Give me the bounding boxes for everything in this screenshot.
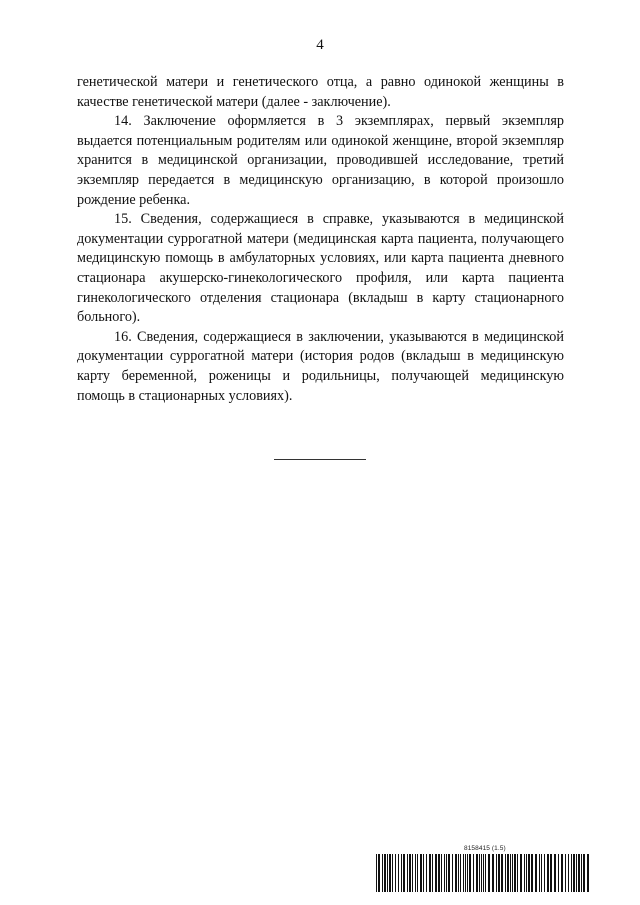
barcode-bar [541, 854, 542, 892]
barcode-bar [496, 854, 497, 892]
barcode-bar [435, 854, 437, 892]
document-barcode [376, 845, 590, 893]
barcode-bar [583, 854, 585, 892]
barcode-bar [378, 854, 380, 892]
barcode-bar [392, 854, 393, 892]
barcode-bar [520, 854, 522, 892]
barcode-icon [376, 854, 590, 892]
barcode-bar [412, 854, 413, 892]
barcode-bar [501, 854, 503, 892]
page-number: 4 [316, 37, 324, 53]
barcode-bar [507, 854, 509, 892]
barcode-bar [409, 854, 411, 892]
document-body [77, 73, 564, 406]
barcode-bar [387, 854, 388, 892]
barcode-bar [581, 854, 582, 892]
barcode-bar [571, 854, 572, 892]
barcode-bar [576, 854, 577, 892]
barcode-bar [528, 854, 530, 892]
barcode-bar [463, 854, 464, 892]
paragraph-16: 16. Сведения, содержащиеся в заключении, указываются в медицинской документации суррогатной матери (история родов (вкладыш в медицинскую карту беременной, роженицы и родильницы, получающей медицинскую помощь в стационарных условиях). [77, 328, 564, 404]
barcode-bar [578, 854, 580, 892]
barcode-bar [526, 854, 527, 892]
paragraph-15: 15. Сведения, содержащиеся в справке, указываются в медицинской документации суррогатной матери (медицинская карта пациента, получающего медицинскую помощь в амбулаторных условиях, или карта пациента дневного стационара акушерско-гинекологического профиля, или карта пациента гинекологического отделения стационара (вкладыш в карту стационарного больного). [77, 211, 564, 326]
barcode-bar [460, 854, 461, 892]
barcode-bar [448, 854, 450, 892]
barcode-bar [483, 854, 484, 892]
barcode-bar [550, 854, 552, 892]
barcode-bar [544, 854, 545, 892]
barcode-bar [587, 854, 589, 892]
barcode-bar [423, 854, 424, 892]
barcode-bar [407, 854, 408, 892]
barcode-bar [382, 854, 383, 892]
barcode-bar [467, 854, 468, 892]
barcode-bar [444, 854, 445, 892]
barcode-bar [492, 854, 494, 892]
barcode-bar [452, 854, 453, 892]
barcode-bar [398, 854, 399, 892]
barcode-bar [469, 854, 471, 892]
barcode-bar [505, 854, 506, 892]
barcode-bar [485, 854, 486, 892]
barcode-bar [539, 854, 540, 892]
barcode-bar [498, 854, 500, 892]
barcode-bar [389, 854, 391, 892]
barcode-bar [573, 854, 575, 892]
barcode-bar [554, 854, 556, 892]
barcode-bar [417, 854, 418, 892]
barcode-bar [476, 854, 478, 892]
barcode-bar [429, 854, 431, 892]
barcode-bar [432, 854, 433, 892]
end-separator-line [274, 459, 366, 460]
barcode-bar [512, 854, 513, 892]
barcode-bar [415, 854, 416, 892]
barcode-bar [458, 854, 459, 892]
barcode-bar [524, 854, 525, 892]
paragraph-continuation: генетической матери и генетического отца, а равно одинокой женщины в качестве генетической матери (далее - заключение). [77, 74, 564, 110]
barcode-bar [395, 854, 396, 892]
barcode-bar [561, 854, 563, 892]
barcode-bar [510, 854, 511, 892]
barcode-bar [420, 854, 422, 892]
barcode-number: 8158415 (1.5) [464, 845, 506, 852]
barcode-bar [488, 854, 490, 892]
paragraph-14: 14. Заключение оформляется в 3 экземплярах, первый экземпляр выдается потенциальным родителям или одинокой женщине, второй экземпляр хранится в медицинской организации, проводившей исследование, третий экземпляр передается в медицинскую организацию, в которой произошло рождение ребенка. [77, 113, 564, 208]
barcode-bar [535, 854, 537, 892]
barcode-bar [401, 854, 402, 892]
barcode-bar [384, 854, 386, 892]
barcode-bar [465, 854, 466, 892]
barcode-bar [568, 854, 569, 892]
barcode-bar [481, 854, 482, 892]
barcode-bar [376, 854, 377, 892]
barcode-bar [426, 854, 427, 892]
barcode-bar [565, 854, 566, 892]
barcode-bar [531, 854, 533, 892]
barcode-bar [473, 854, 474, 892]
barcode-bar [479, 854, 480, 892]
barcode-bar [547, 854, 549, 892]
barcode-bar [455, 854, 457, 892]
barcode-bar [438, 854, 440, 892]
barcode-bar [514, 854, 516, 892]
barcode-bar [446, 854, 447, 892]
barcode-bar [558, 854, 559, 892]
barcode-bar [517, 854, 518, 892]
barcode-bar [441, 854, 442, 892]
barcode-bar [403, 854, 405, 892]
